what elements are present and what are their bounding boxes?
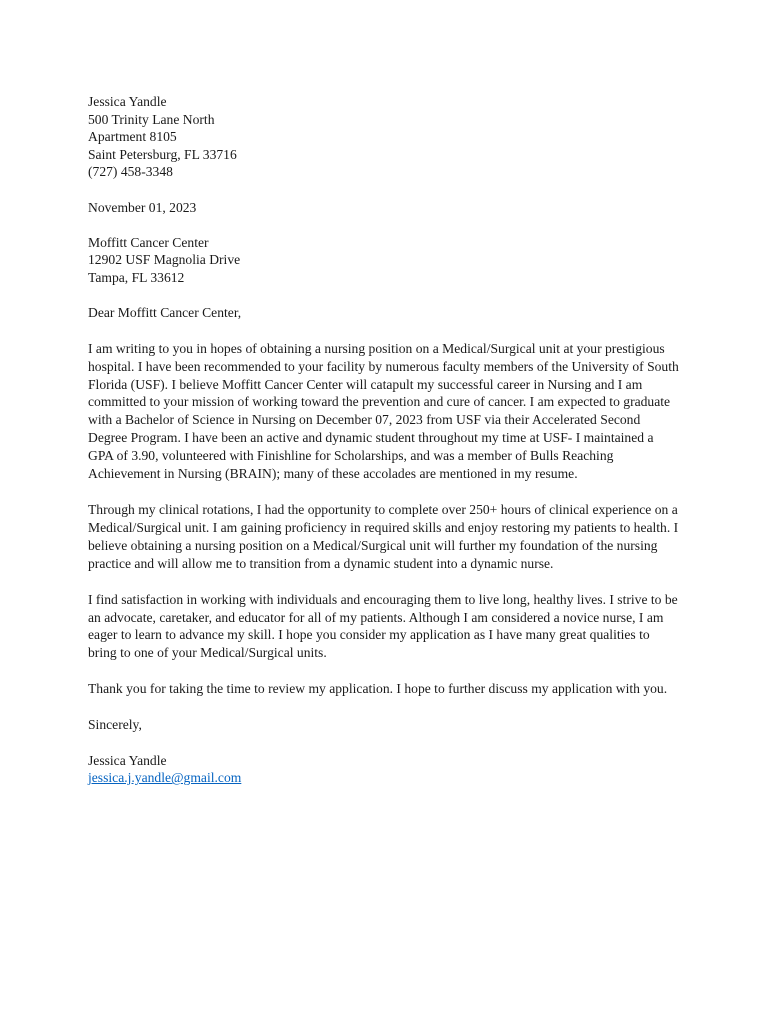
recipient-street: 12902 USF Magnolia Drive bbox=[88, 252, 241, 268]
sender-unit: Apartment 8105 bbox=[88, 129, 177, 145]
signature-name: Jessica Yandle bbox=[88, 752, 167, 768]
recipient-organization: Moffitt Cancer Center bbox=[88, 234, 209, 250]
email-link[interactable]: jessica.j.yandle@gmail.com bbox=[88, 770, 242, 786]
recipient-city-state-zip: Tampa, FL 33612 bbox=[88, 269, 185, 285]
spacer-after-sender bbox=[88, 181, 680, 199]
signature-block bbox=[88, 752, 680, 788]
spacer-after-salutation bbox=[88, 322, 680, 340]
spacer-after-closing bbox=[88, 734, 680, 752]
closing-salutation: Sincerely, bbox=[88, 717, 142, 733]
body-paragraph-4: Thank you for taking the time to review my application. I hope to further discuss my application with you. bbox=[88, 681, 668, 697]
sender-city-state-zip: Saint Petersburg, FL 33716 bbox=[88, 146, 237, 162]
spacer-paragraph-3 bbox=[88, 662, 680, 680]
signature-email-row bbox=[88, 769, 680, 787]
sender-phone: (727) 458-3348 bbox=[88, 164, 173, 180]
letter-body bbox=[88, 93, 680, 787]
body-paragraph-3: I find satisfaction in working with individuals and encouraging them to live long, healthy lives. I strive to be an advocate, caretaker, and educator for all of my patients. Although I am considered a novice nurse, I am eager to learn to advance my skill. I hope you consider my application as I have many great qualities to bring to one of your Medical/Surgical units. bbox=[88, 591, 678, 661]
spacer-after-date bbox=[88, 216, 680, 234]
body-paragraph-2: Through my clinical rotations, I had the opportunity to complete over 250+ hours of clinical experience on a Medical/Surgical unit. I am gaining proficiency in required skills and enjoy restoring my patients to health. I believe obtaining a nursing position on a Medical/Surgical unit will further my foundation of the nursing practice and will allow me to transition from a dynamic student into a dynamic nurse. bbox=[88, 501, 679, 571]
letter-date: November 01, 2023 bbox=[88, 199, 197, 215]
sender-street: 500 Trinity Lane North bbox=[88, 111, 215, 127]
sender-address-block bbox=[88, 93, 680, 181]
spacer-paragraph-2 bbox=[88, 573, 680, 591]
salutation: Dear Moffitt Cancer Center, bbox=[88, 305, 242, 321]
sender-name: Jessica Yandle bbox=[88, 94, 167, 109]
spacer-paragraph-1 bbox=[88, 483, 680, 501]
recipient-address-block bbox=[88, 234, 680, 287]
spacer-after-recipient bbox=[88, 287, 680, 305]
body-paragraph-1: I am writing to you in hopes of obtaining a nursing position on a Medical/Surgical unit at your prestigious hospital. I have been recommended to your facility by numerous faculty members of the University of South Florida (USF). I believe Moffitt Cancer Center will catapult my successful career in Nursing and I am committed to your mission of working toward the prevention and cure of cancer. I am expected to graduate with a Bachelor of Science in Nursing on December 07, 2023 from USF via their Accelerated Second Degree Program. I have been an active and dynamic student throughout my time at USF- I maintained a GPA of 3.90, volunteered with Finishline for Scholarships, and was a member of Bulls Reaching Achievement in Nursing (BRAIN); many of these accolades are mentioned in my resume. bbox=[88, 340, 679, 482]
spacer-paragraph-4 bbox=[88, 698, 680, 716]
